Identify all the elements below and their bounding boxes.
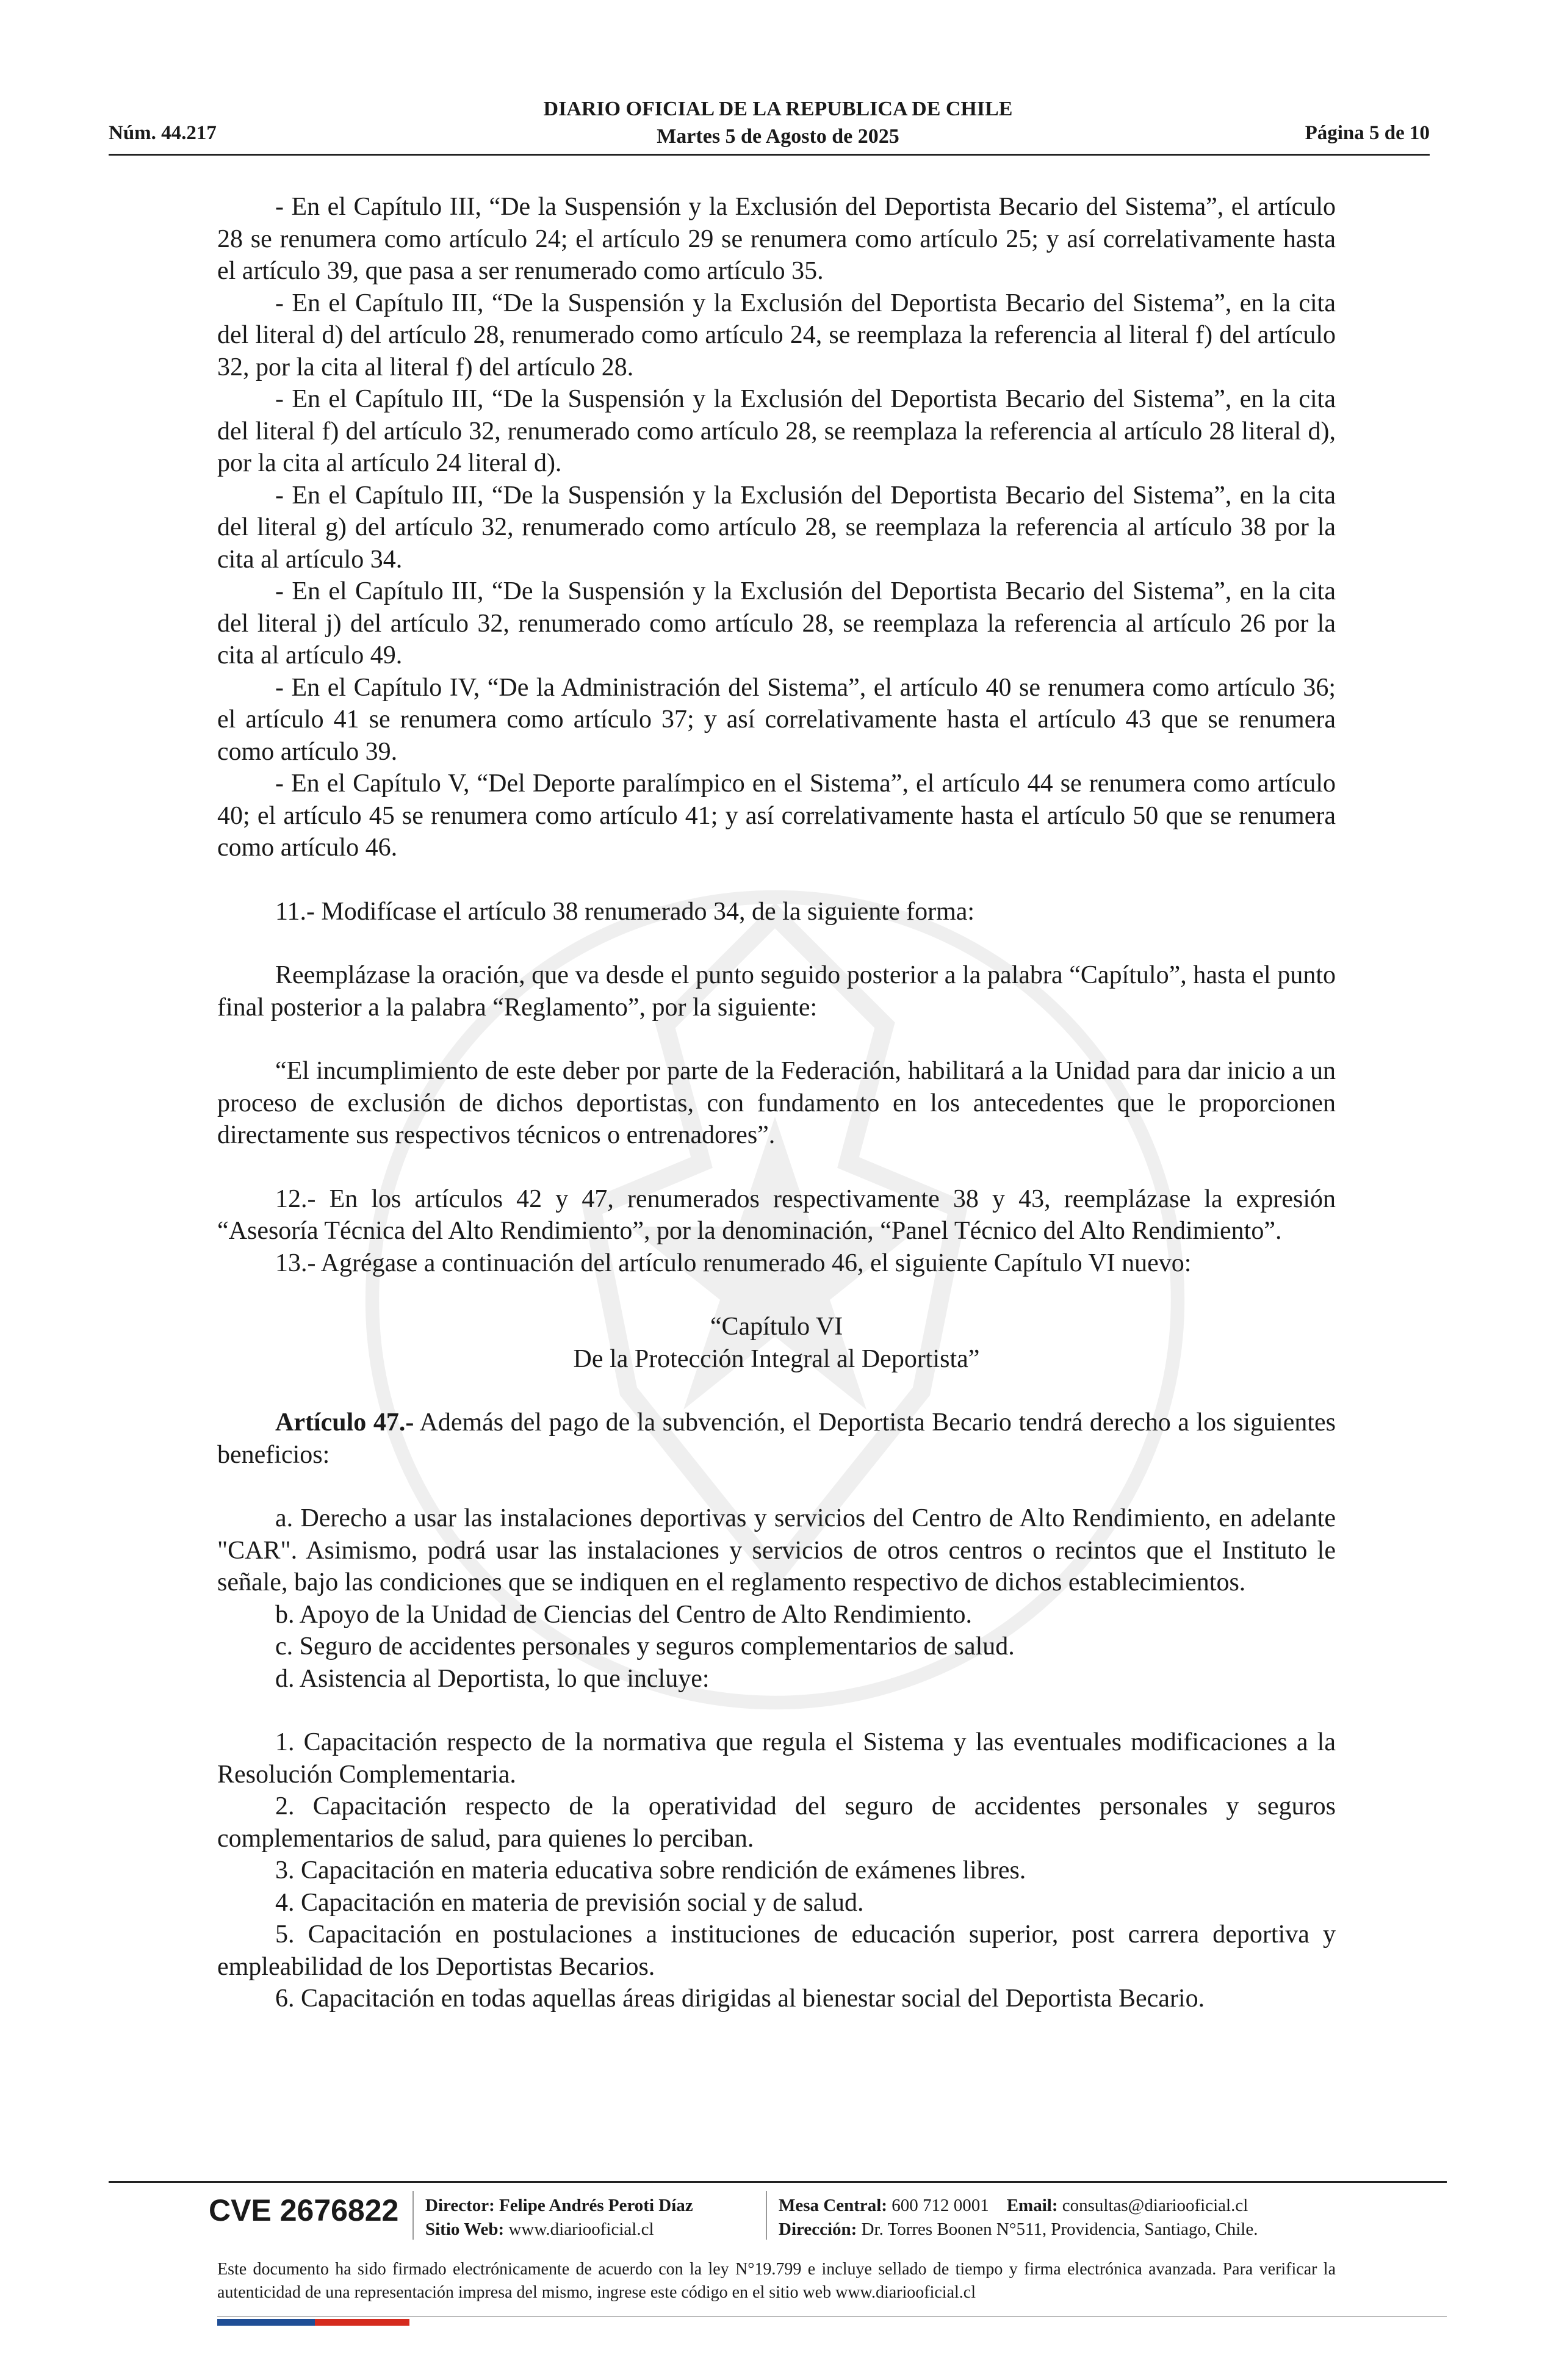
footer-separator — [766, 2191, 767, 2240]
item-11-replacement: Reemplázase la oración, que va desde el punto seguido posterior a la palabra “Capítulo”, hasta el punto final posterior a la palabra “Reglamento”, por la siguiente: — [217, 961, 1336, 1022]
phone-number: 600 712 0001 — [887, 2196, 989, 2215]
paragraph: - En el Capítulo III, “De la Suspensión y la Exclusión del Deportista Becario del Sistema”, el artículo 28 se renumera como artículo 24; el artículo 29 se renumera como artículo 25; y así correlativamente hasta el artículo 39, que pasa a ser renumerado como artículo 35. — [217, 193, 1336, 285]
footer-separator — [412, 2191, 414, 2240]
director-label: Director: — [425, 2196, 495, 2215]
issue-number: Núm. 44.217 — [109, 122, 217, 144]
journal-header — [366, 95, 1190, 150]
address-label: Dirección: — [779, 2220, 857, 2239]
address: Dr. Torres Boonen N°511, Providencia, Santiago, Chile. — [857, 2220, 1258, 2239]
item-13: 13.- Agrégase a continuación del artículo renumerado 46, el siguiente Capítulo VI nuevo: — [275, 1249, 1192, 1277]
item-12: 12.- En los artículos 42 y 47, renumerados respectivamente 38 y 43, reemplázase la expresión “Asesoría Técnica del Alto Rendimiento”, por la denominación, “Panel Técnico del Alto Rendimiento”. — [217, 1185, 1336, 1245]
issue-date: Martes 5 de Agosto de 2025 — [657, 125, 899, 148]
paragraph: - En el Capítulo III, “De la Suspensión y la Exclusión del Deportista Becario del Sistema”, en la cita del literal j) del artículo 32, renumerado como artículo 28, se reemplaza la referencia al artículo 26 por la cita al artículo 49. — [217, 577, 1336, 669]
paragraph: - En el Capítulo V, “Del Deporte paralímpico en el Sistema”, el artículo 44 se renumera como artículo 40; el artículo 45 se renumera como artículo 41; y así correlativamente hasta el artículo 50 que se renumera como artículo 46. — [217, 770, 1336, 862]
document-body — [217, 191, 1336, 2015]
phone-label: Mesa Central: — [779, 2196, 887, 2215]
director-name: Felipe Andrés Peroti Díaz — [494, 2196, 693, 2215]
footer-contact-right — [779, 2194, 1258, 2241]
article-47-text: Además del pago de la subvención, el Deportista Becario tendrá derecho a los siguientes beneficios: — [217, 1408, 1336, 1469]
website-label: Sitio Web: — [425, 2220, 505, 2239]
benefit-item: b. Apoyo de la Unidad de Ciencias del Centro de Alto Rendimiento. — [275, 1600, 972, 1629]
benefit-item: a. Derecho a usar las instalaciones deportivas y servicios del Centro de Alto Rendimiento, en adelante "CAR". Asimismo, podrá usar las instalaciones y servicios de otros centros o recintos que el Instituto le señale, bajo las condiciones que se indiquen en el reglamento respectivo de dichos establecimientos. — [217, 1504, 1336, 1596]
paragraph: - En el Capítulo III, “De la Suspensión y la Exclusión del Deportista Becario del Sistema”, en la cita del literal f) del artículo 32, renumerado como artículo 28, se reemplaza la referencia al artículo 28 literal d), por la cita al artículo 24 literal d). — [217, 385, 1336, 477]
benefit-item: c. Seguro de accidentes personales y seguros complementarios de salud. — [275, 1632, 1015, 1661]
assistance-item: 1. Capacitación respecto de la normativa que regula el Sistema y las eventuales modificaciones a la Resolución Complementaria. — [217, 1728, 1336, 1789]
assistance-item: 6. Capacitación en todas aquellas áreas dirigidas al bienestar social del Deportista Becario. — [275, 1985, 1205, 2013]
paragraph: - En el Capítulo III, “De la Suspensión y la Exclusión del Deportista Becario del Sistema”, en la cita del literal g) del artículo 32, renumerado como artículo 28, se reemplaza la referencia al artículo 38 por la cita al artículo 34. — [217, 481, 1336, 574]
cve-code: CVE 2676822 — [209, 2193, 399, 2227]
assistance-item: 5. Capacitación en postulaciones a instituciones de educación superior, post carrera deportiva y empleabilidad de los Deportistas Becarios. — [217, 1920, 1336, 1981]
email-link[interactable]: consultas@diariooficial.cl — [1057, 2196, 1248, 2215]
email-label: Email: — [1006, 2196, 1058, 2215]
item-11: 11.- Modifícase el artículo 38 renumerado 34, de la siguiente forma: — [275, 897, 975, 926]
chapter-subtitle: De la Protección Integral al Deportista” — [573, 1344, 980, 1373]
footer-divider — [109, 2181, 1447, 2183]
header-divider — [109, 154, 1430, 156]
paragraph: - En el Capítulo III, “De la Suspensión y la Exclusión del Deportista Becario del Sistema”, en la cita del literal d) del artículo 28, renumerado como artículo 24, se reemplaza la referencia al literal f) del artículo 32, por la cita al literal f) del artículo 28. — [217, 289, 1336, 381]
benefit-item: d. Asistencia al Deportista, lo que incluye: — [275, 1664, 710, 1693]
assistance-item: 2. Capacitación respecto de la operatividad del seguro de accidentes personales y seguros complementarios de salud, para quienes lo perciban. — [217, 1792, 1336, 1853]
assistance-item: 4. Capacitación en materia de previsión social y de salud. — [275, 1888, 864, 1917]
page-number: Página 5 de 10 — [1305, 122, 1430, 144]
assistance-item: 3. Capacitación en materia educativa sobre rendición de exámenes libres. — [275, 1856, 1026, 1884]
footer-bottom-line — [217, 2316, 1447, 2317]
paragraph: - En el Capítulo IV, “De la Administración del Sistema”, el artículo 40 se renumera como artículo 36; el artículo 41 se renumera como artículo 37; y así correlativamente hasta el artículo 43 que se renumera como artículo 39. — [217, 673, 1336, 766]
website-link[interactable]: www.diariooficial.cl — [504, 2220, 654, 2239]
flag-stripe-blue — [217, 2319, 315, 2326]
signature-notice: Este documento ha sido firmado electrónicamente de acuerdo con la ley N°19.799 e incluye sellado de tiempo y firma electrónica avanzada. Para verificar la autenticidad de una representación impresa del mismo, ingrese este código en el sitio web www.diariooficial.cl — [217, 2260, 1336, 2302]
article-47-label: Artículo 47.- — [275, 1408, 414, 1437]
flag-stripe-red — [315, 2319, 409, 2326]
article-47 — [217, 1407, 1336, 1471]
chapter-title: “Capítulo VI — [710, 1313, 843, 1341]
journal-title: DIARIO OFICIAL DE LA REPUBLICA DE CHILE — [543, 98, 1013, 120]
item-11-quote: “El incumplimiento de este deber por parte de la Federación, habilitará a la Unidad para dar inicio a un proceso de exclusión de dichos deportistas, con fundamento en los antecedentes que le proporcionen directamente sus respectivos técnicos o entrenadores”. — [217, 1057, 1336, 1149]
footer-contact-left — [425, 2194, 693, 2241]
